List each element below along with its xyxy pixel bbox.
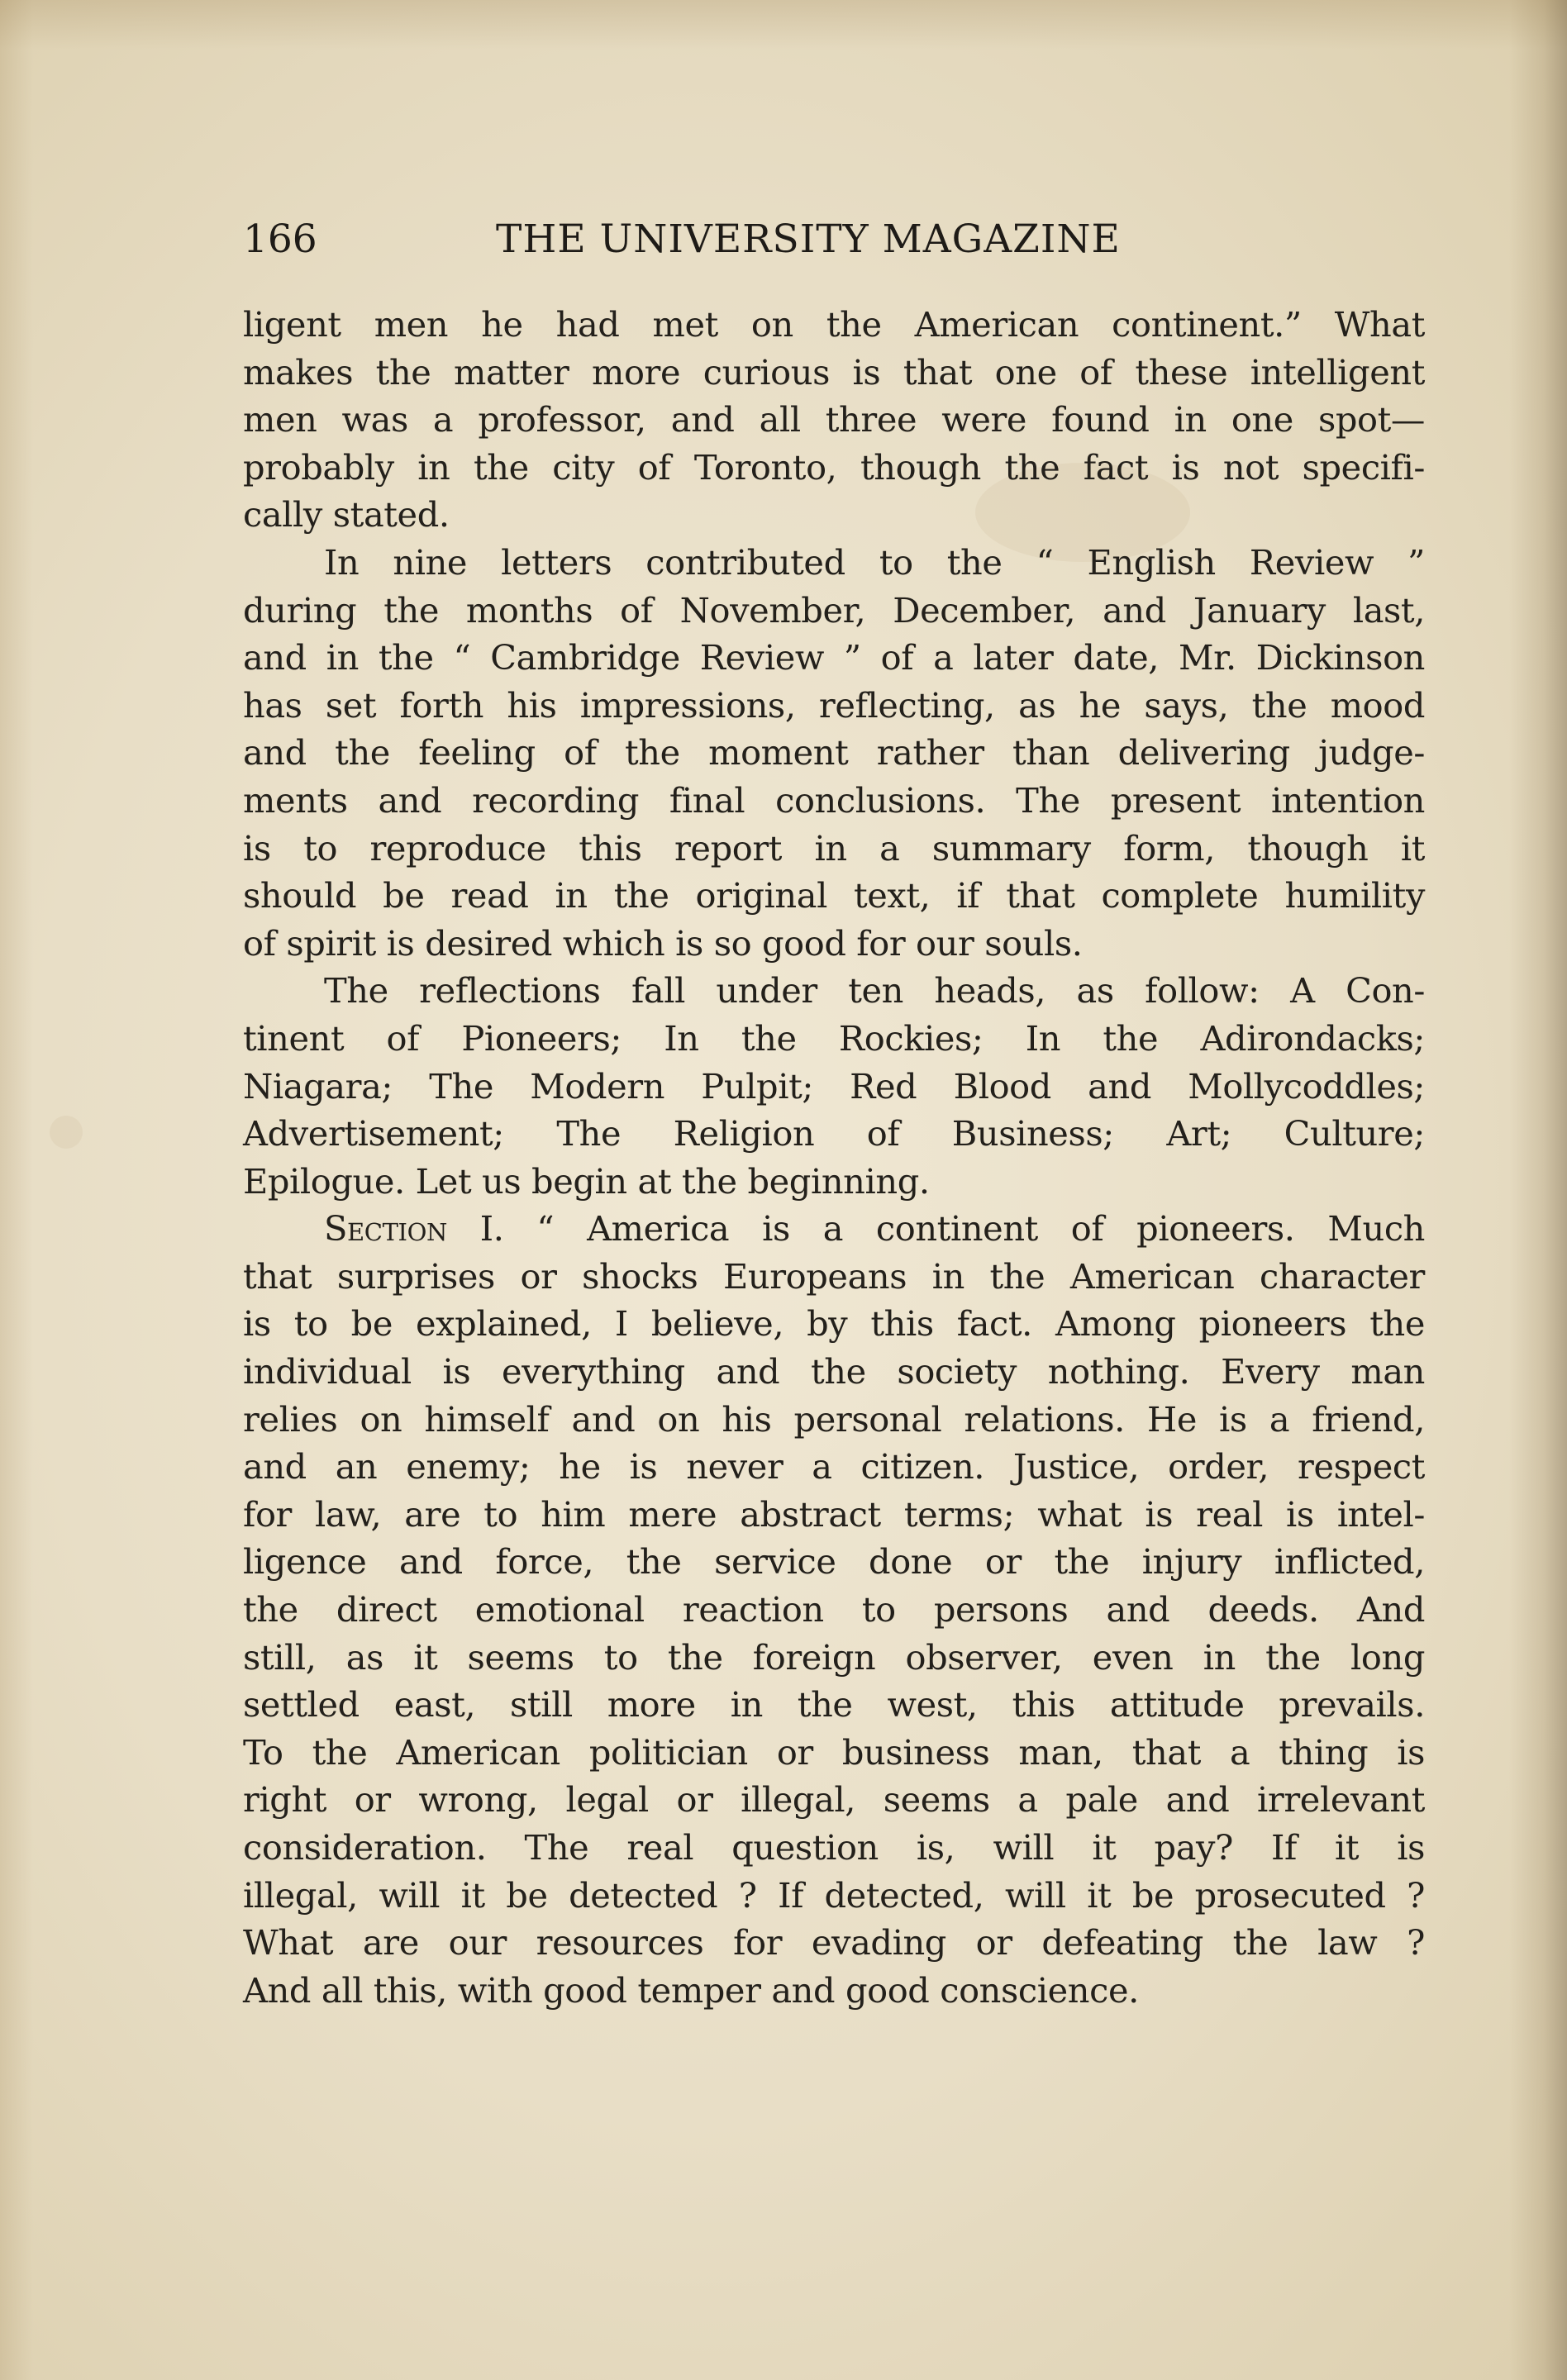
text-line: right or wrong, legal or illegal, seems a pale and irrelevant — [243, 1779, 1425, 1821]
text-line: ments and recording final conclusions. The present intention — [243, 779, 1425, 821]
text-line: To the American politician or business man, that a thing is — [243, 1731, 1425, 1773]
text-line: ligence and force, the service done or the injury inflicted, — [243, 1541, 1425, 1583]
text-line: ligent men he had met on the American continent.” What — [243, 304, 1425, 345]
text-line: men was a professor, and all three were found in one spot— — [243, 399, 1425, 440]
text-line: illegal, will it be detected ? If detected, will it be prosecuted ? — [243, 1874, 1425, 1916]
text-line: the direct emotional reaction to persons and deeds. And — [243, 1589, 1425, 1630]
page-top-shadow — [0, 0, 1567, 50]
page-number: 166 — [243, 217, 317, 262]
text-line: should be read in the original text, if that complete humility — [243, 875, 1425, 916]
text-line: of spirit is desired which is so good for our souls. — [243, 922, 1083, 964]
text-line: has set forth his impressions, reflecting, as he says, the mood — [243, 684, 1425, 726]
running-header — [243, 217, 1425, 274]
text-line: and in the “ Cambridge Review ” of a later date, Mr. Dickinson — [243, 637, 1425, 678]
text-line: still, as it seems to the foreign observer, even in the long — [243, 1636, 1425, 1678]
text-line: Niagara; The Modern Pulpit; Red Blood and Mollycoddles; — [243, 1065, 1425, 1107]
text-line: cally stated. — [243, 494, 450, 536]
text-line: Epilogue. Let us begin at the beginning. — [243, 1160, 930, 1202]
text-line: during the months of November, December, and January last, — [243, 589, 1425, 631]
text-line — [243, 1205, 1425, 1253]
text-line: probably in the city of Toronto, though the fact is not specifi- — [243, 446, 1425, 488]
paper-stain — [50, 1116, 83, 1149]
text-line: individual is everything and the society nothing. Every man — [243, 1351, 1425, 1392]
text-line: What are our resources for evading or defeating the law ? — [243, 1922, 1425, 1963]
body-text — [243, 301, 1425, 2014]
section-first-line-text: “ America is a continent of pioneers. Much — [503, 1208, 1426, 1250]
text-line: The reflections fall under ten heads, as follow: A Con- — [324, 970, 1425, 1011]
text-line: relies on himself and on his personal relations. He is a friend, — [243, 1398, 1425, 1440]
page-binding-shadow — [1509, 0, 1567, 2380]
text-line: consideration. The real question is, will it pay? If it is — [243, 1827, 1425, 1868]
text-line: And all this, with good temper and good conscience. — [243, 1969, 1139, 2011]
text-line: and an enemy; he is never a citizen. Justice, order, respect — [243, 1446, 1425, 1488]
text-line: In nine letters contributed to the “ English Review ” — [324, 541, 1425, 583]
page-left-shadow — [0, 0, 33, 2380]
text-line: for law, are to him mere abstract terms; what is real is intel- — [243, 1493, 1425, 1535]
text-line: that surprises or shocks Europeans in the American character — [243, 1255, 1425, 1297]
text-line: Advertisement; The Religion of Business; Art; Culture; — [243, 1113, 1425, 1154]
text-line: settled east, still more in the west, this attitude prevails. — [243, 1684, 1425, 1726]
running-title: THE UNIVERSITY MAGAZINE — [496, 217, 1121, 262]
text-line: makes the matter more curious is that one of these intelligent — [243, 351, 1425, 393]
section-label: Section I. — [324, 1208, 504, 1250]
text-line: tinent of Pioneers; In the Rockies; In the Adirondacks; — [243, 1017, 1425, 1059]
text-line: is to be explained, I believe, by this fact. Among pioneers the — [243, 1303, 1425, 1345]
text-line: is to reproduce this report in a summary form, though it — [243, 827, 1425, 869]
text-line: and the feeling of the moment rather than delivering judge- — [243, 732, 1425, 774]
